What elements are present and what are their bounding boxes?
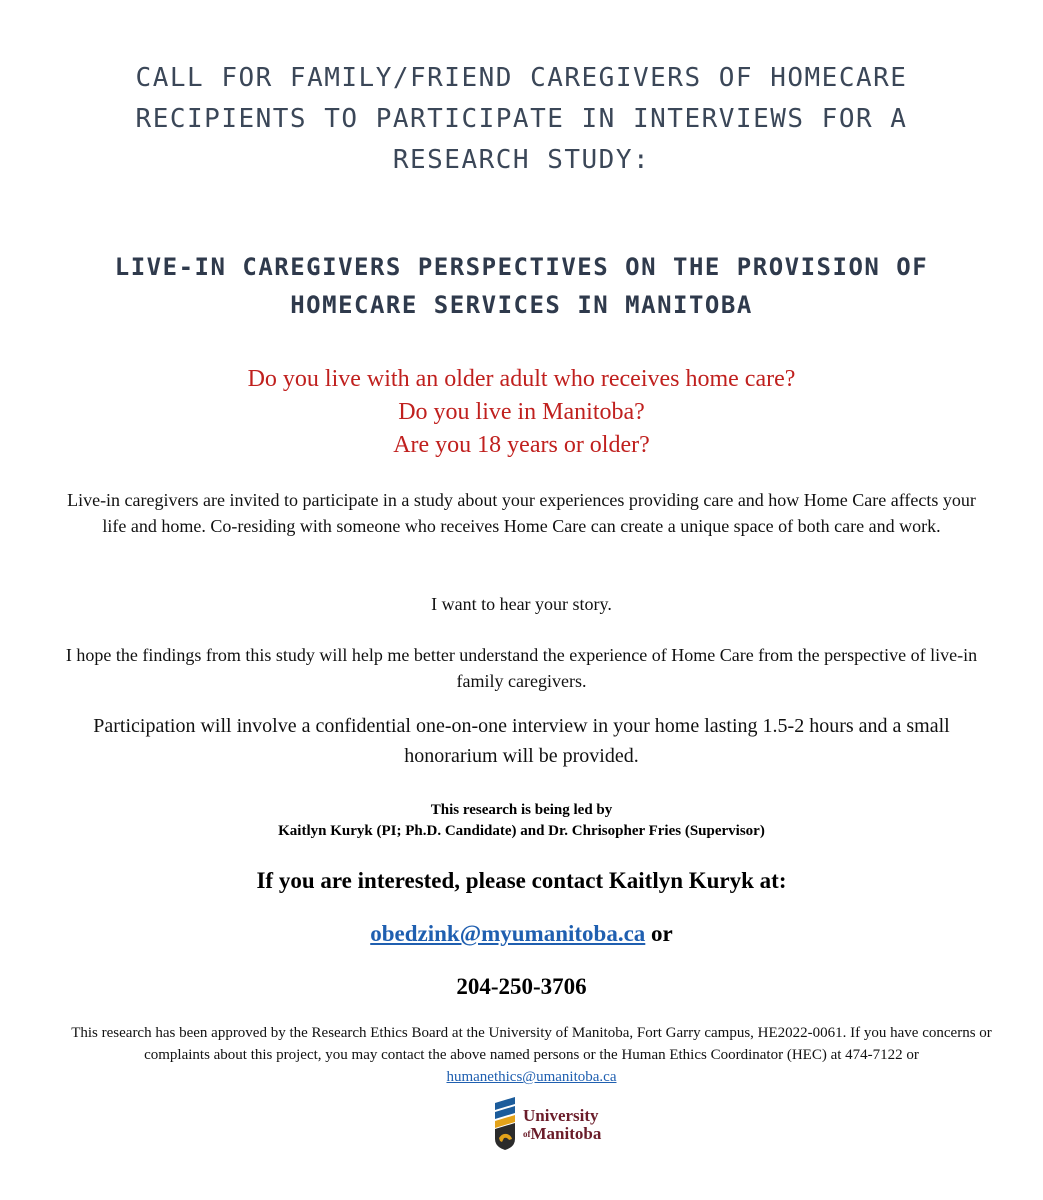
question-3: Are you 18 years or older? <box>393 432 650 458</box>
headline-line-1: CALL FOR FAMILY/FRIEND CAREGIVERS OF HOMECARE <box>135 63 908 93</box>
university-crest-icon <box>493 1095 517 1151</box>
question-1: Do you live with an older adult who receives home care? <box>247 366 796 392</box>
contact-or-text: or <box>651 921 673 946</box>
findings-paragraph: I hope the findings from this study will help me better understand the experience of Home Care from the perspective of live-in family caregivers. <box>65 645 978 691</box>
study-title-line-2: HOMECARE SERVICES IN MANITOBA <box>290 291 753 319</box>
contact-email-link[interactable]: obedzink@myumanitoba.ca <box>370 921 646 946</box>
poster-headline <box>40 58 1003 181</box>
eligibility-questions <box>40 363 1003 462</box>
invitation-paragraph: Live-in caregivers are invited to participate in a study about your experiences providing care and how Home Care affects your life and home. Co-residing with someone who receives Home Care can create a unique space of both care and work. <box>67 490 976 536</box>
headline-line-2: RECIPIENTS TO PARTICIPATE IN INTERVIEWS FOR A <box>135 104 908 134</box>
logo-manitoba-line <box>523 1125 601 1143</box>
headline-line-3: RESEARCH STUDY: <box>392 145 651 175</box>
led-by-line-2: Kaitlyn Kuryk (PI; Ph.D. Candidate) and Dr. Chrisopher Fries (Supervisor) <box>278 823 765 839</box>
question-2: Do you live in Manitoba? <box>398 399 645 425</box>
logo-of-text: of <box>523 1129 531 1139</box>
research-leads <box>60 800 983 842</box>
led-by-line-1: This research is being led by <box>430 802 613 818</box>
ethics-statement <box>70 1022 993 1088</box>
contact-phone: 204-250-3706 <box>456 974 587 999</box>
study-title-line-1: LIVE-IN CAREGIVERS PERSPECTIVES ON THE PROVISION OF <box>114 253 929 281</box>
ethics-email-link[interactable]: humanethics@umanitoba.ca <box>446 1069 617 1085</box>
logo-wordmark <box>523 1107 601 1143</box>
participation-paragraph: Participation will involve a confidential one-on-one interview in your home lasting 1.5-2 hours and a small honorarium will be provided. <box>93 715 950 767</box>
ethics-text: This research has been approved by the Research Ethics Board at the University of Manitoba, Fort Garry campus, HE2022-0061. If you have concerns or complaints about this project, you may contact the above named persons or the Human Ethics Coordinator (HEC) at 474-7122 or <box>71 1025 992 1063</box>
university-of-manitoba-logo <box>493 1095 633 1157</box>
logo-university-text: University <box>523 1106 599 1125</box>
study-title <box>40 248 1003 324</box>
story-paragraph: I want to hear your story. <box>431 594 612 614</box>
logo-manitoba-text: Manitoba <box>530 1124 602 1143</box>
contact-email-line <box>40 919 1003 949</box>
contact-heading: If you are interested, please contact Kaitlyn Kuryk at: <box>256 868 787 893</box>
